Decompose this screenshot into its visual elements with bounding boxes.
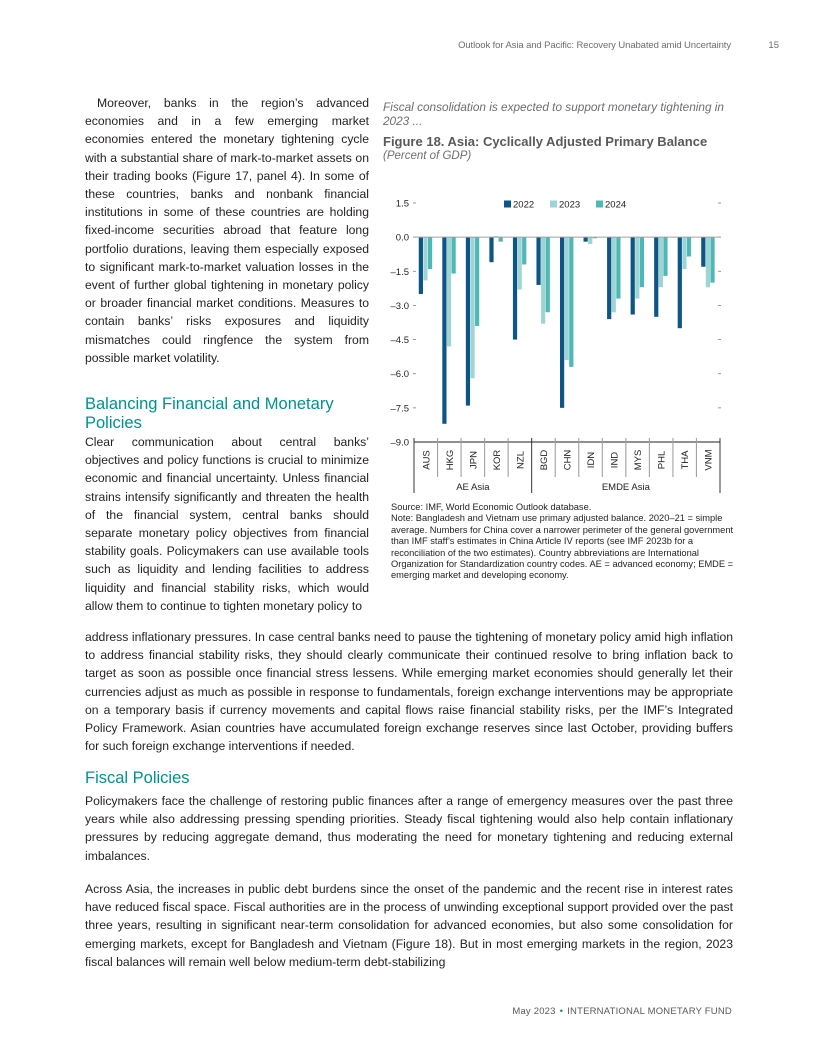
bar-mys-2022 — [631, 237, 635, 314]
x-tick-label: THA — [680, 450, 692, 470]
bar-nzl-2022 — [513, 237, 517, 339]
bar-chart — [383, 193, 733, 493]
bar-ind-2022 — [607, 237, 611, 319]
paragraph-fiscal-challenge: Policymakers face the challenge of restoring public finances after a range of emergency measures over the past three years while also addressing pressing spending priorities. Steady fiscal tightening would also help contain inflationary pressures by reducing aggregate demand, thus moderating the need for monetary tightening and reducing external imbalances. — [85, 794, 733, 863]
footer-separator: • — [559, 1006, 564, 1017]
page-number: 15 — [768, 40, 779, 51]
paragraph-banks-exposure: Moreover, banks in the region’s advanced economies and in a few emerging market economies entered the monetary tightening cycle with a substantial share of mark-to-market assets on their trading books (Figure 17, panel 4). In some of these countries, banks and nonbank financial institutions in some of these countries are holding fixed-income securities abroad that feature long portfolio durations, leaving them especially exposed to significant mark-to-market valuation losses in the event of further global tightening in monetary policy or broader financial market conditions. Measures to contain banks’ risks exposures and liquidity mismatches could ringfence the system from possible market volatility. — [85, 96, 369, 365]
bar-jpn-2022 — [466, 237, 470, 405]
chart-canvas — [383, 193, 733, 493]
x-tick-label: KOR — [491, 449, 503, 471]
bar-idn-2023 — [588, 237, 592, 244]
bar-nzl-2023 — [518, 237, 522, 289]
x-tick-label: HKG — [444, 449, 456, 471]
x-tick-label: PHL — [656, 450, 668, 470]
bar-phl-2023 — [659, 237, 663, 287]
x-tick-label: JPN — [468, 451, 480, 469]
running-title: Outlook for Asia and Pacific: Recovery Unabated amid Uncertainty — [458, 40, 731, 51]
page-footer — [512, 1006, 732, 1017]
figure-source: Source: IMF, World Economic Outlook database. — [391, 502, 592, 512]
bar-nzl-2024 — [522, 237, 526, 264]
bar-mys-2023 — [635, 237, 639, 298]
bar-chn-2022 — [560, 237, 564, 408]
bar-bgd-2022 — [536, 237, 540, 285]
bar-bgd-2024 — [546, 237, 550, 312]
y-tick-label: 1.5 — [395, 198, 409, 210]
bar-mys-2024 — [640, 237, 644, 287]
bar-ind-2024 — [616, 237, 620, 298]
bar-jpn-2024 — [475, 237, 479, 326]
figure-lead: Fiscal consolidation is expected to support monetary tightening in 2023 ... — [383, 100, 724, 128]
bar-hkg-2024 — [452, 237, 456, 273]
paragraph-central-bank-communication: Clear communication about central banks’ objectives and policy functions is crucial to minimize economic and financial uncertainty. Unless financial strains intensify significantly and threaten the health of the financial system, central banks should separate monetary policy objectives from financial stability goals. Policymakers can use available tools such as liquidity and lending facilities to address liquidity and financial stability risks, which would allow them to continue to tighten monetary policy to — [85, 435, 369, 613]
figure-18-header — [383, 101, 733, 163]
bar-kor-2024 — [499, 237, 503, 242]
y-tick-label: –6.0 — [390, 369, 409, 381]
footer-org: INTERNATIONAL MONETARY FUND — [567, 1006, 732, 1017]
legend-label: 2024 — [605, 199, 627, 211]
y-tick-label: –9.0 — [390, 437, 409, 449]
x-tick-label: NZL — [515, 451, 527, 469]
bar-idn-2022 — [584, 237, 588, 242]
x-tick-label: CHN — [562, 449, 574, 471]
y-tick-label: –7.5 — [390, 403, 409, 415]
legend-label: 2022 — [513, 199, 535, 211]
x-tick-label: VNM — [703, 449, 715, 471]
y-tick-label: –4.5 — [390, 335, 409, 347]
bar-aus-2022 — [419, 237, 423, 294]
x-tick-label: IND — [609, 451, 621, 469]
bar-chn-2023 — [565, 237, 569, 360]
group-label: EMDE Asia — [601, 482, 650, 493]
bar-kor-2022 — [489, 237, 493, 262]
x-tick-label: BGD — [538, 449, 550, 471]
footer-date: May 2023 — [512, 1006, 556, 1017]
bar-aus-2023 — [423, 237, 427, 280]
x-tick-label: AUS — [421, 450, 433, 470]
bar-ind-2023 — [612, 237, 616, 312]
x-tick-label: IDN — [586, 451, 598, 469]
bar-vnm-2024 — [710, 237, 714, 283]
bar-vnm-2022 — [701, 237, 705, 267]
bar-tha-2024 — [687, 237, 691, 256]
bar-chn-2024 — [569, 237, 573, 367]
bar-hkg-2023 — [447, 237, 451, 346]
y-tick-label: 0.0 — [395, 232, 409, 244]
y-tick-label: –1.5 — [390, 266, 409, 278]
x-tick-label: MYS — [633, 449, 645, 471]
figure-title: Figure 18. Asia: Cyclically Adjusted Primary Balance — [383, 134, 708, 149]
legend-swatch — [596, 201, 603, 208]
figure-note: Note: Bangladesh and Vietnam use primary adjusted balance. 2020–21 = simple average. Numbers for China cover a narrower perimeter of the general government than IMF staff’s estimates in China Article IV reports (see IMF 2023b for a reconciliation of the two estimates). Country abbreviations are International Organization for Standardization country codes. AE = advanced economy; EMDE = emerging market and developing economy. — [391, 513, 734, 581]
bar-phl-2024 — [663, 237, 667, 276]
figure-source-notes — [391, 502, 736, 582]
bar-aus-2024 — [428, 237, 432, 269]
legend-label: 2023 — [559, 199, 581, 211]
bar-phl-2022 — [654, 237, 658, 317]
y-tick-label: –3.0 — [390, 300, 409, 312]
bar-tha-2023 — [682, 237, 686, 269]
bar-jpn-2023 — [470, 237, 474, 378]
group-label: AE Asia — [456, 482, 490, 493]
legend-swatch — [504, 201, 511, 208]
running-header — [0, 40, 816, 54]
bar-bgd-2023 — [541, 237, 545, 323]
section-heading-fiscal: Fiscal Policies — [85, 769, 190, 787]
paragraph-debt-burdens: Across Asia, the increases in public debt burdens since the onset of the pandemic and the recent rise in interest rates have reduced fiscal space. Fiscal authorities are in the process of unwinding exceptional support provided over the past three years, resulting in significant near-term consolidation for advanced economies, but also some consolidation for emerging markets, except for Bangladesh and Vietnam (Figure 18). But in most emerging markets in the region, 2023 fiscal balances will remain well below medium-term debt-stabilizing — [85, 882, 733, 969]
bar-vnm-2023 — [706, 237, 710, 287]
legend-swatch — [550, 201, 557, 208]
bar-tha-2022 — [678, 237, 682, 328]
section-heading-balancing: Balancing Financial and Monetary Policies — [85, 395, 334, 432]
figure-units: (Percent of GDP) — [383, 149, 472, 162]
paragraph-inflation-fx: address inflationary pressures. In case central banks need to pause the tightening of monetary policy amid high inflation to address financial stability risks, they should clearly communicate their continued resolve to bring inflation back to target as soon as possible once financial stress lessens. While emerging market economies should generally let their currencies adjust as much as possible in response to fundamentals, foreign exchange interventions may be appropriate on a temporary basis if currency movements and capital flows raise financial stability risks, per the IMF’s Integrated Policy Framework. Asian countries have accumulated foreign exchange reserves since last October, providing buffers for such foreign exchange interventions if needed. — [85, 630, 733, 754]
bar-hkg-2022 — [442, 237, 446, 424]
